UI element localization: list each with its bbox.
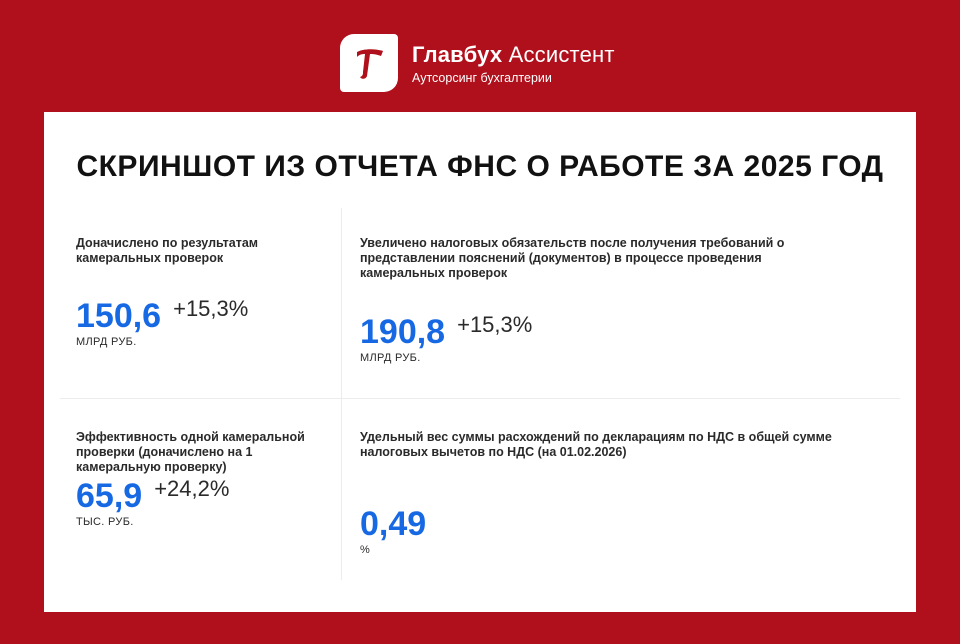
page-title: СКРИНШОТ ИЗ ОТЧЕТА ФНС О РАБОТЕ ЗА 2025 ГОД bbox=[76, 150, 884, 183]
stat-description: Доначислено по результатам камеральных проверок bbox=[76, 236, 259, 265]
glavbukh-logo-icon bbox=[340, 34, 398, 92]
brand-name-regular: Ассистент bbox=[508, 41, 615, 67]
brand-name-bold: Главбух bbox=[412, 41, 503, 67]
stat-card-vat-discrepancy bbox=[360, 430, 870, 556]
stat-unit: МЛРД РУБ. bbox=[76, 336, 137, 348]
stat-unit: МЛРД РУБ. bbox=[360, 352, 421, 364]
stat-unit: ТЫС. РУБ. bbox=[76, 516, 134, 528]
stat-description: Эффективность одной камеральной проверки (доначислено на 1 камеральную проверку) bbox=[76, 430, 305, 474]
stat-card-additional-charges bbox=[76, 236, 326, 348]
stat-change: +15,3% bbox=[173, 296, 249, 321]
stat-value-row bbox=[360, 312, 800, 352]
stat-value: 0,49 bbox=[360, 505, 427, 543]
stat-card-efficiency bbox=[76, 430, 331, 528]
brand-name bbox=[412, 42, 615, 68]
horizontal-divider bbox=[60, 398, 900, 399]
stat-unit: % bbox=[360, 544, 371, 556]
brand-header bbox=[340, 34, 615, 92]
stat-value: 65,9 bbox=[76, 477, 143, 515]
stat-value: 150,6 bbox=[76, 297, 162, 335]
stat-change: +15,3% bbox=[457, 312, 533, 337]
stat-description: Увеличено налоговых обязательств после получения требований о представлении пояснений (документов) в процессе проведения камеральных проверок bbox=[360, 236, 785, 280]
vertical-divider bbox=[341, 208, 342, 580]
stat-change: +24,2% bbox=[154, 476, 230, 501]
stat-description: Удельный вес суммы расхождений по декларациям по НДС в общей сумме налоговых вычетов по НДС (на 01.02.2026) bbox=[360, 430, 832, 459]
brand-subtitle: Аутсорсинг бухгалтерии bbox=[412, 70, 552, 85]
report-card bbox=[44, 112, 916, 612]
stat-value-row bbox=[360, 504, 870, 544]
stat-value-row bbox=[76, 296, 326, 336]
stat-value-row bbox=[76, 476, 331, 516]
brand-text bbox=[412, 42, 615, 85]
stat-card-increased-obligations bbox=[360, 236, 800, 364]
stat-value: 190,8 bbox=[360, 313, 446, 351]
